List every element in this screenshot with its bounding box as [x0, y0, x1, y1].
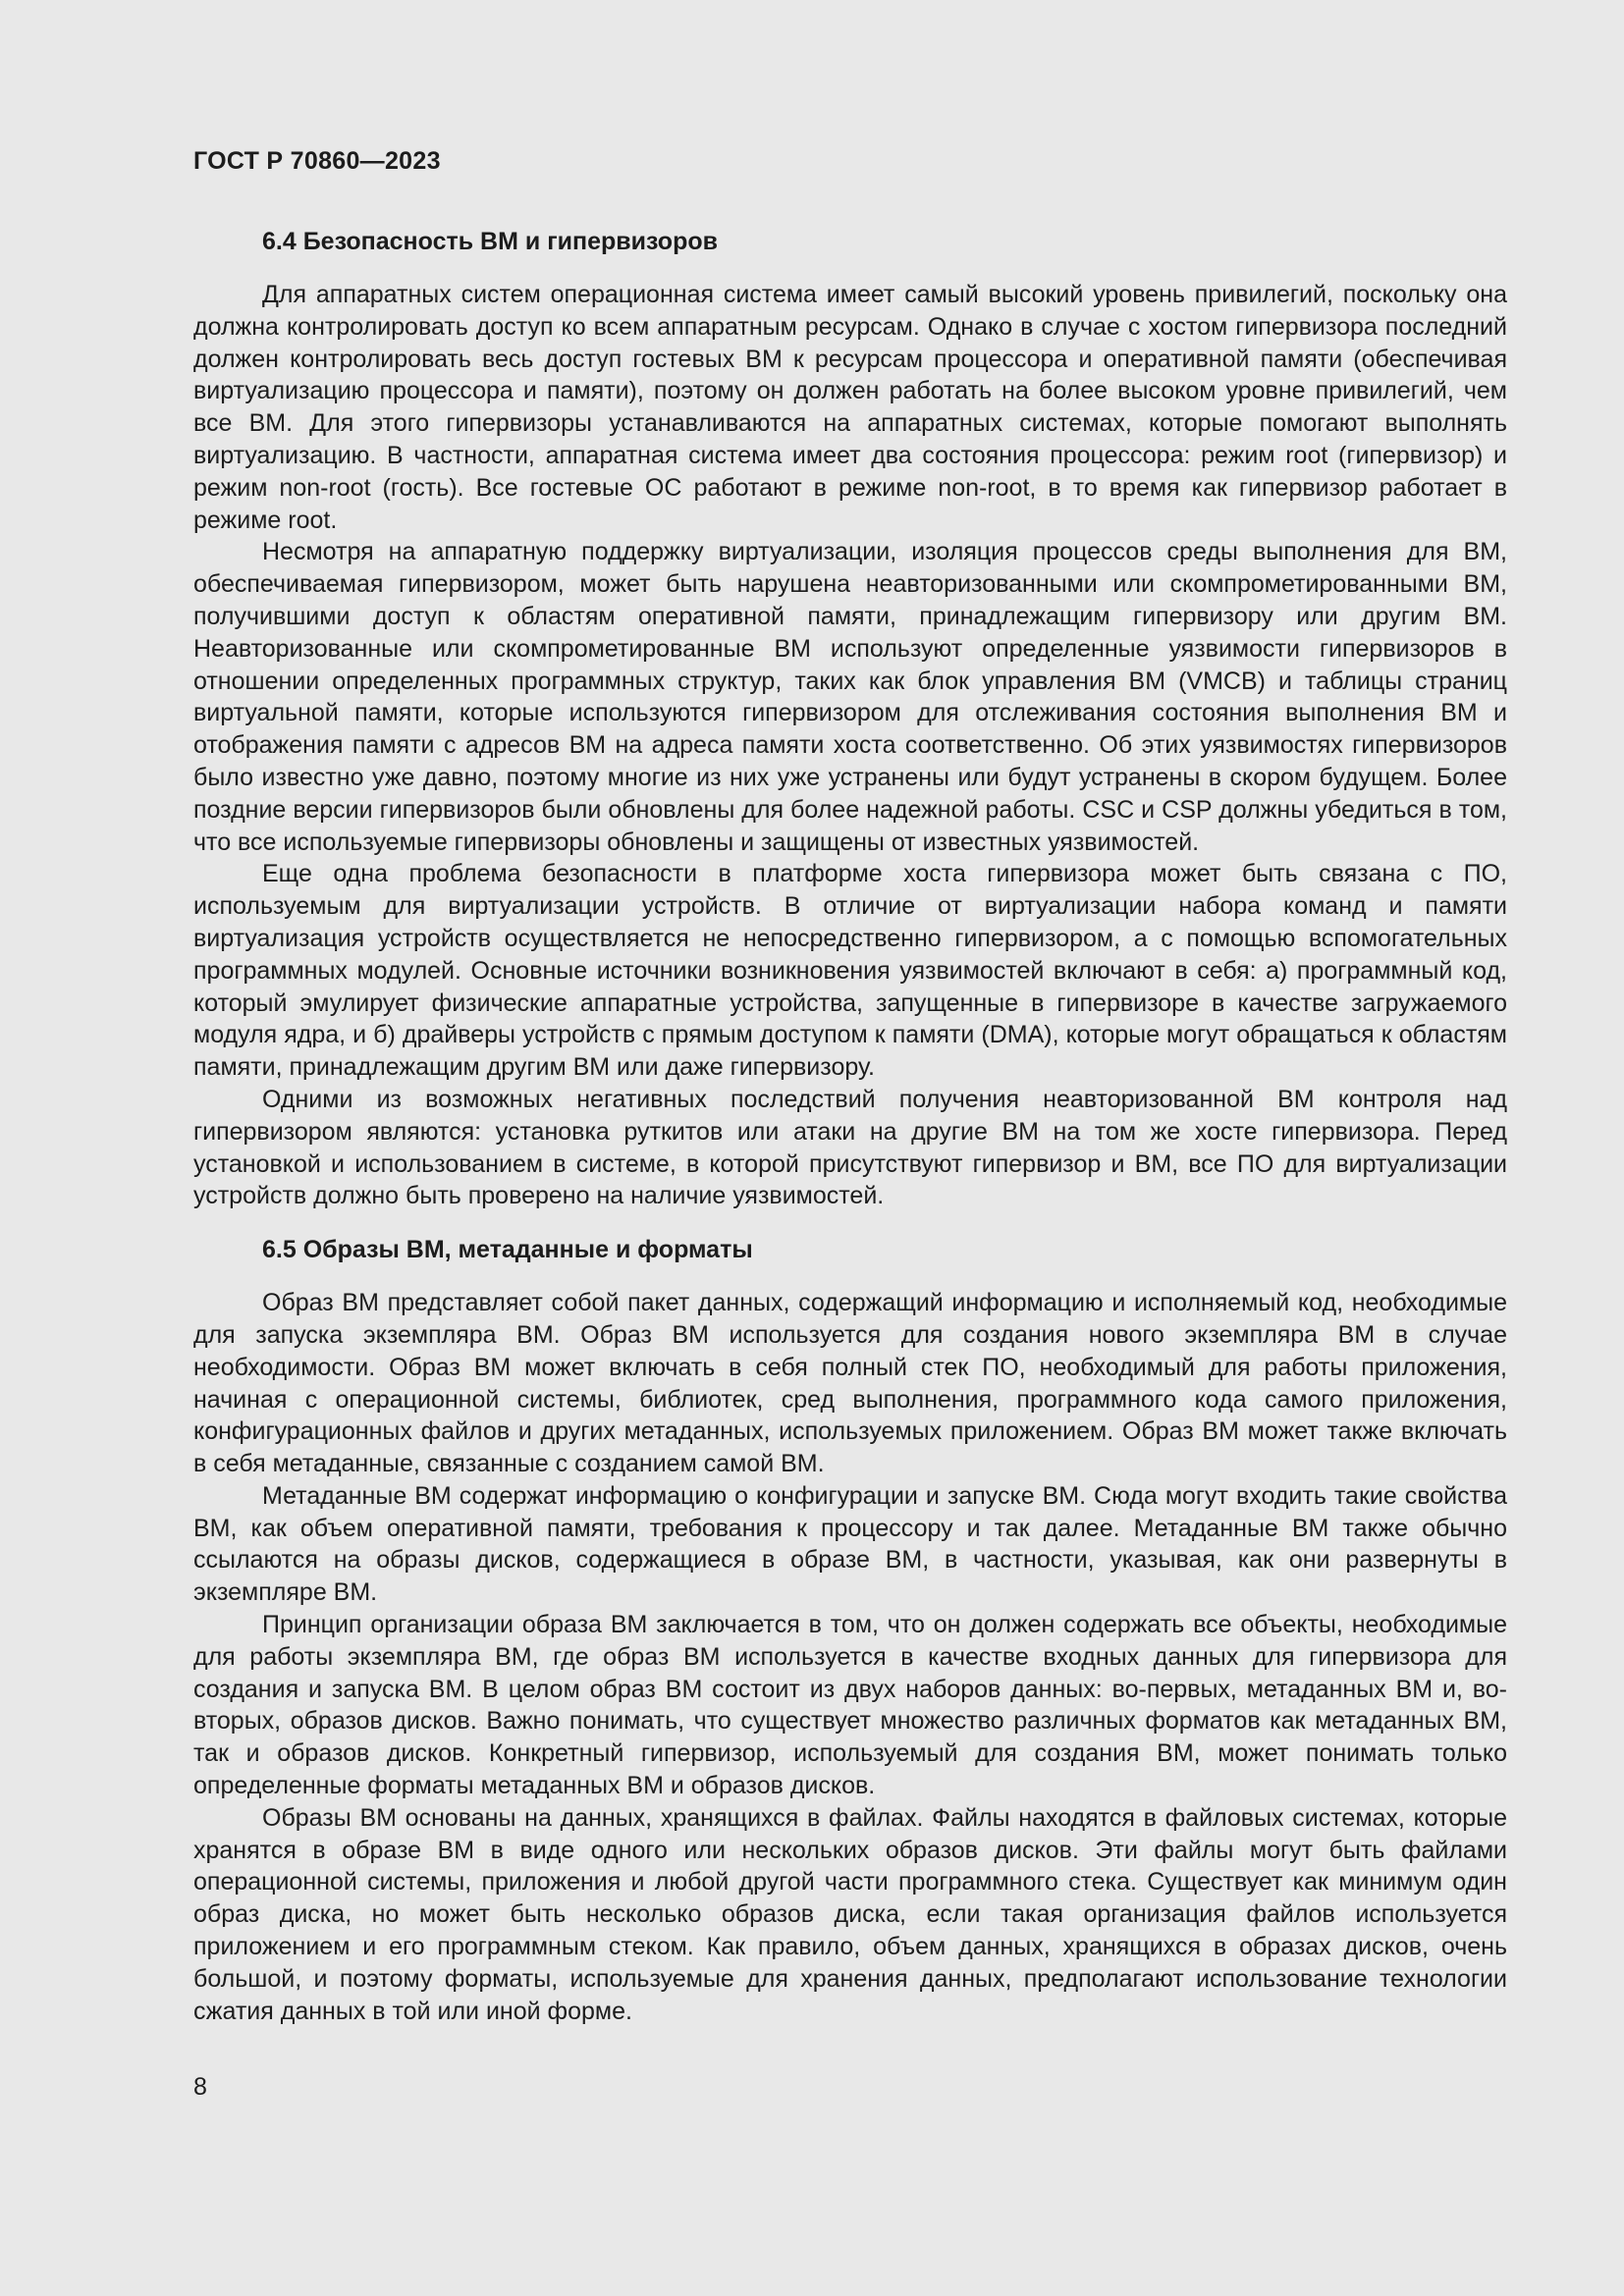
section-heading-6-4: 6.4 Безопасность ВМ и гипервизоров: [262, 228, 718, 255]
paragraph: Для аппаратных систем операционная система имеет самый высокий уровень привилегий, поскольку она должна контролировать доступ ко всем аппаратным ресурсам. Однако в случае с хостом гипервизора последний должен контролировать весь доступ гостевых ВМ к ресурсам процессора и оперативной памяти (обеспечивая виртуализацию процессора и памяти), поэтому он должен работать на более высоком уровне привилегий, чем все ВМ. Для этого гипервизоры устанавливаются на аппаратных системах, которые помогают выполнять виртуализацию. В частности, аппаратная система имеет два состояния процессора: режим root (гипервизор) и режим non-root (гость). Все гостевые ОС работают в режиме non-root, в то время как гипервизор работает в режиме root.: [193, 281, 1507, 534]
paragraph: Еще одна проблема безопасности в платформе хоста гипервизора может быть связана с ПО, используемым для виртуализации устройств. В отличие от виртуализации набора команд и памяти виртуализация устройств осуществляется не непосредственно гипервизором, а с помощью вспомогательных программных модулей. Основные источники возникновения уязвимостей включают в себя: а) программный код, который эмулирует физические аппаратные устройства, запущенные в гипервизоре в качестве загружаемого модуля ядра, и б) драйверы устройств с прямым доступом к памяти (DMA), которые могут обращаться к областям памяти, принадлежащим другим ВМ или даже гипервизору.: [193, 860, 1507, 1082]
paragraph: Образы ВМ основаны на данных, хранящихся в файлах. Файлы находятся в файловых системах, которые хранятся в образе ВМ в виде одного или нескольких образов дисков. Эти файлы могут быть файлами операционной системы, приложения и любой другой части программного стека. Существует как минимум один образ диска, но может быть несколько образов диска, если такая организация файлов используется приложением и его программным стеком. Как правило, объем данных, хранящихся в образах дисков, очень большой, и поэтому форматы, используемые для хранения данных, предполагают использование технологии сжатия данных в той или иной форме.: [193, 1803, 1507, 2025]
page-number: 8: [193, 2073, 207, 2101]
paragraph: Принцип организации образа ВМ заключается в том, что он должен содержать все объекты, необходимые для работы экземпляра ВМ, где образ ВМ используется в качестве входных данных для гипервизора для создания и запуска ВМ. В целом образ ВМ состоит из двух наборов данных: во-первых, метаданных ВМ и, во-вторых, образов дисков. Важно понимать, что существует множество различных форматов как метаданных ВМ, так и образов дисков. Конкретный гипервизор, используемый для создания ВМ, может понимать только определенные форматы метаданных ВМ и образов дисков.: [193, 1611, 1507, 1800]
paragraph: Несмотря на аппаратную поддержку виртуализации, изоляция процессов среды выполнения для ВМ, обеспечиваемая гипервизором, может быть нарушена неавторизованными или скомпрометированными ВМ, получившими доступ к областям оперативной памяти, принадлежащим гипервизору или другим ВМ. Неавторизованные или скомпрометированные ВМ используют определенные уязвимости гипервизоров в отношении определенных программных структур, таких как блок управления ВМ (VMCB) и таблицы страниц виртуальной памяти, которые используются гипервизором для отслеживания состояния выполнения ВМ и отображения памяти с адресов ВМ на адреса памяти хоста соответственно. Об этих уязвимостях гипервизоров было известно уже давно, поэтому многие из них уже устранены или будут устранены в скором будущем. Более поздние версии гипервизоров были обновлены для более надежной работы. CSC и CSP должны убедиться в том, что все используемые гипервизоры обновлены и защищены от известных уязвимостей.: [193, 538, 1507, 856]
document-id: ГОСТ Р 70860—2023: [193, 147, 441, 175]
section-heading-6-5: 6.5 Образы ВМ, метаданные и форматы: [262, 1236, 753, 1264]
paragraph: Образ ВМ представляет собой пакет данных, содержащий информацию и исполняемый код, необходимые для запуска экземпляра ВМ. Образ ВМ используется для создания нового экземпляра ВМ в случае необходимости. Образ ВМ может включать в себя полный стек ПО, необходимый для работы приложения, начиная с операционной системы, библиотек, сред выполнения, программного кода самого приложения, конфигурационных файлов и других метаданных, используемых приложением. Образ ВМ может также включать в себя метаданные, связанные с созданием самой ВМ.: [193, 1289, 1507, 1478]
paragraph: Одними из возможных негативных последствий получения неавторизованной ВМ контроля над гипервизором являются: установка руткитов или атаки на другие ВМ на том же хосте гипервизора. Перед установкой и использованием в системе, в которой присутствуют гипервизор и ВМ, все ПО для виртуализации устройств должно быть проверено на наличие уязвимостей.: [193, 1085, 1507, 1210]
paragraph: Метаданные ВМ содержат информацию о конфигурации и запуске ВМ. Сюда могут входить такие свойства ВМ, как объем оперативной памяти, требования к процессору и так далее. Метаданные ВМ также обычно ссылаются на образы дисков, содержащиеся в образе ВМ, в частности, указывая, как они развернуты в экземпляре ВМ.: [193, 1481, 1507, 1607]
document-body: [193, 222, 1507, 2027]
